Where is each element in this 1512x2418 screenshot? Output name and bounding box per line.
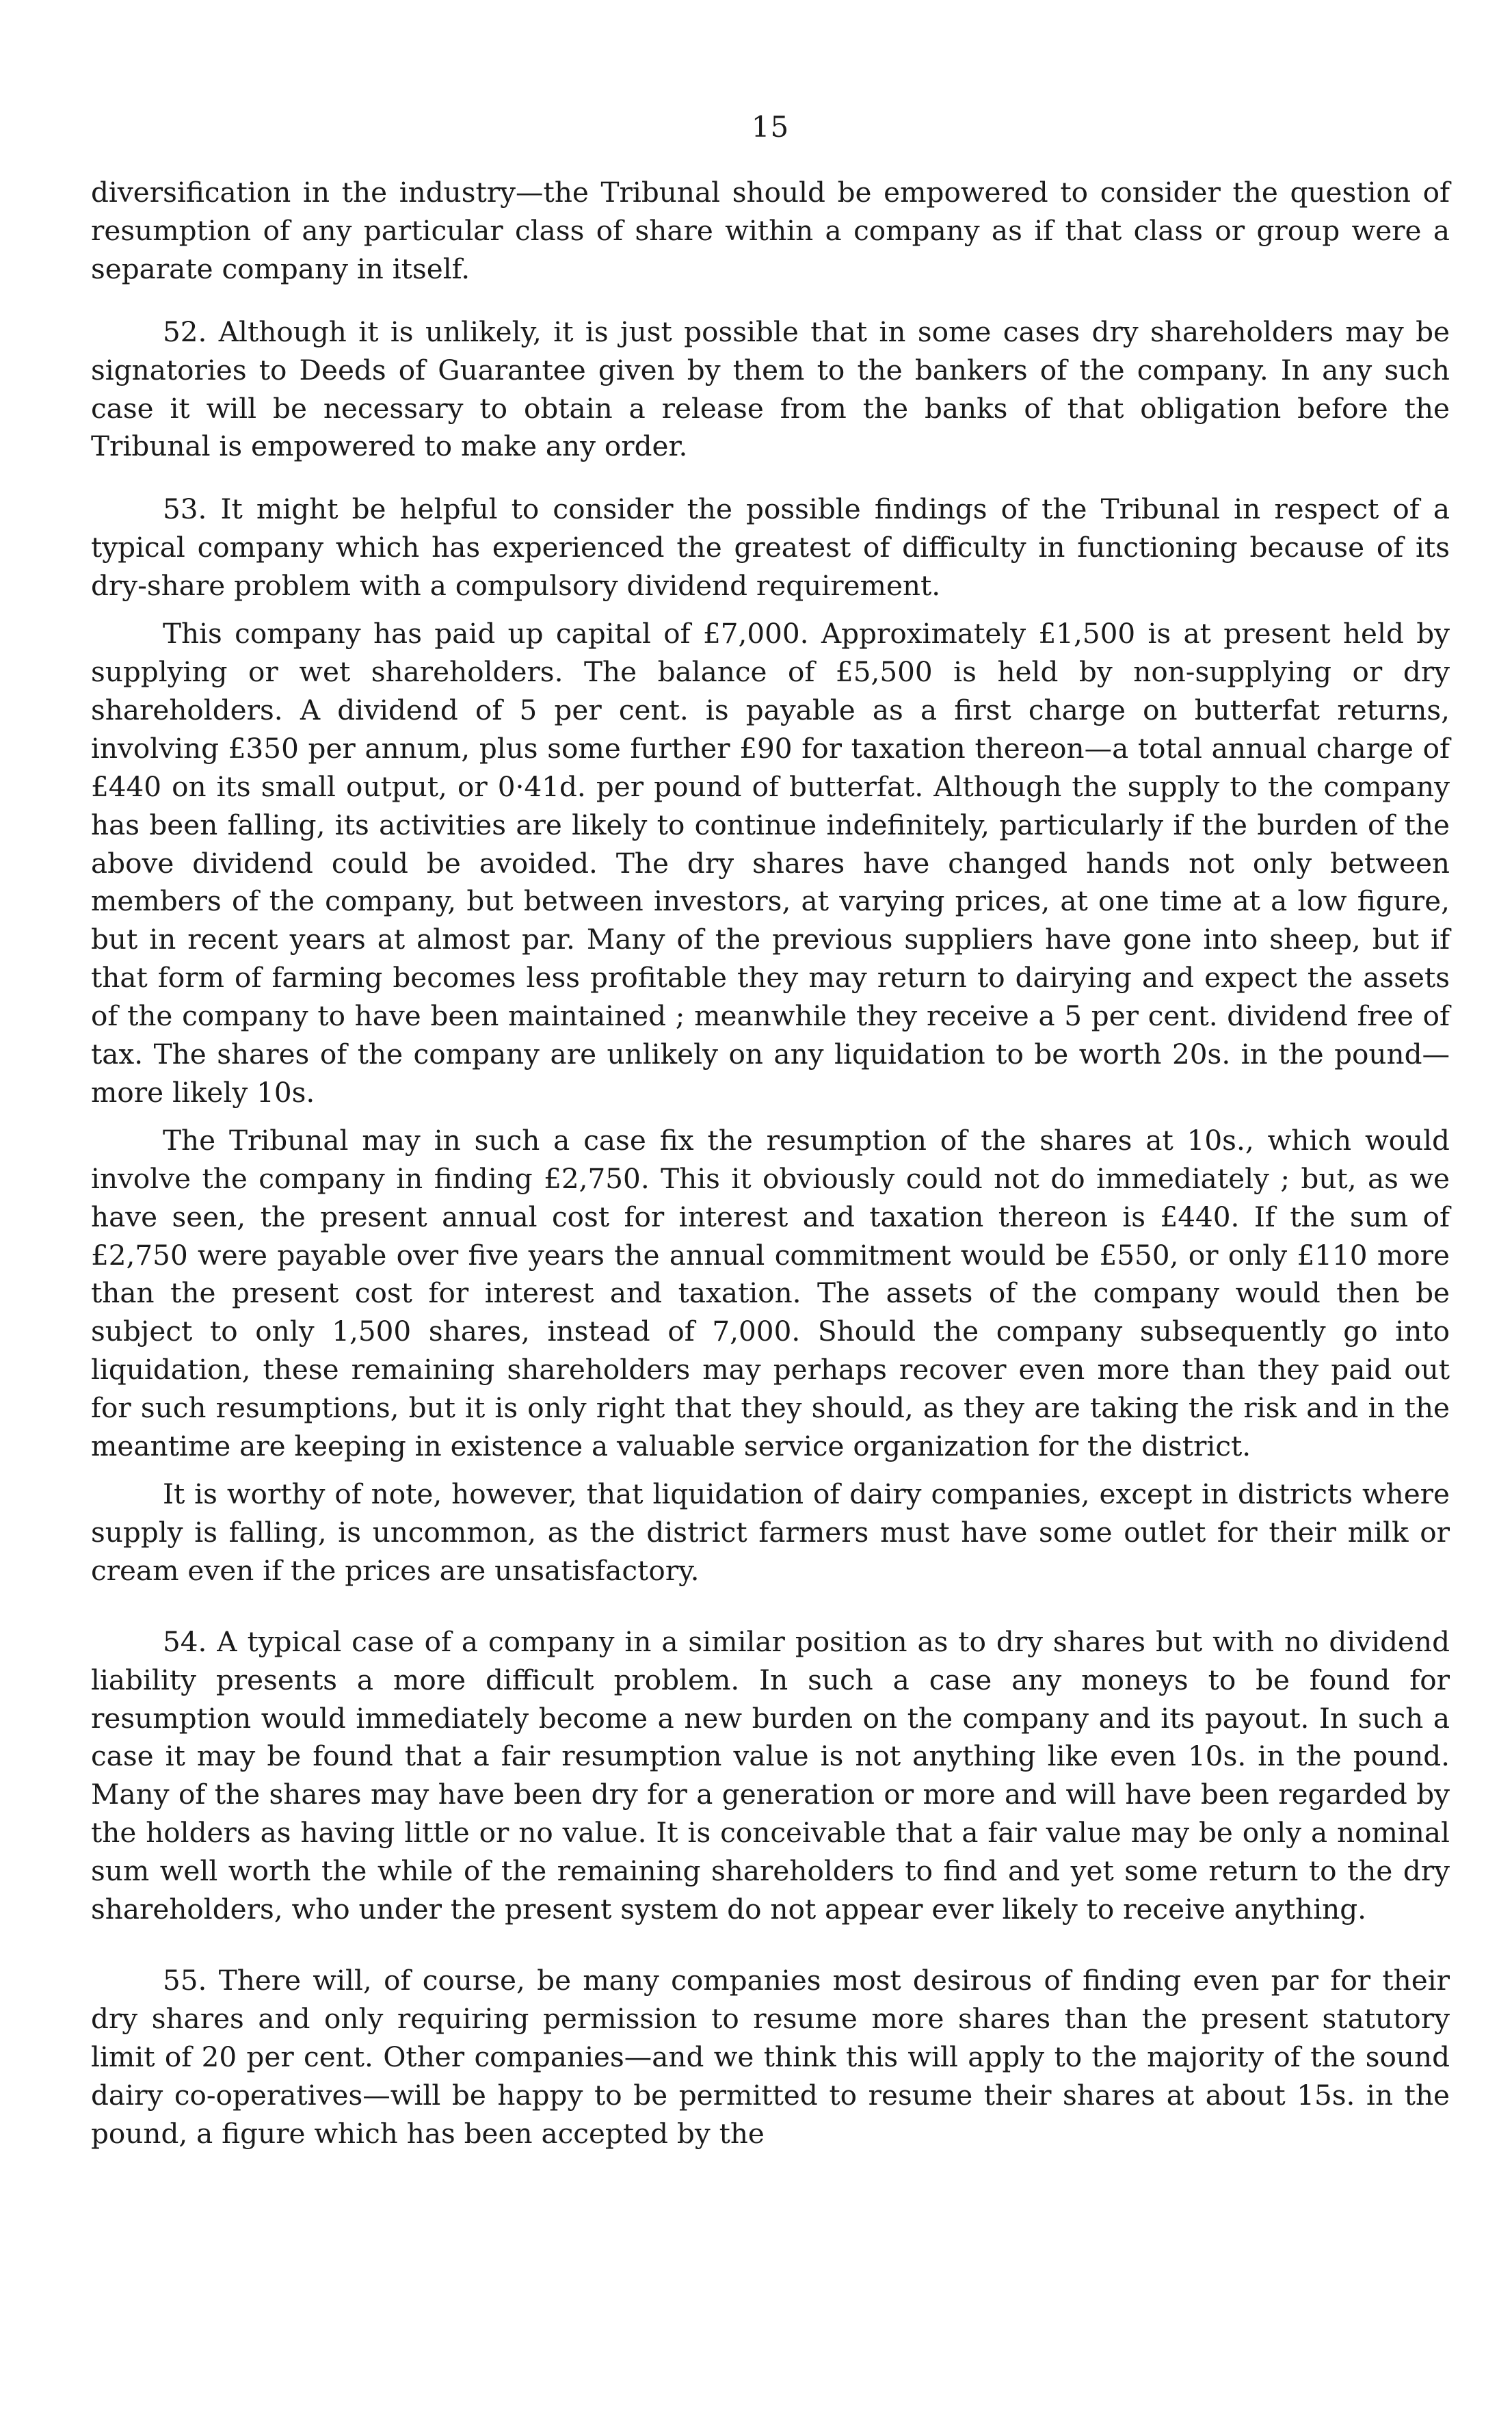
page-number: 15	[751, 110, 790, 144]
paragraph-53-example: This company has paid up capital of £7,000. Approximately £1,500 is at present held by supplying or wet shareholders. The balance of £5,500 is held by non-supplying or dry shareholders. A dividend of 5 per cent. is payable as a first charge on butterfat returns, involving £350 per annum, plus some further £90 for taxation thereon—a total annual charge of £440 on its small output, or 0·41d. per pound of butterfat. Although the supply to the company has been falling, its activities are likely to continue indefinitely, particularly if the burden of the above dividend could be avoided. The dry shares have changed hands not only between members of the company, but between investors, at varying prices, at one time at a low figure, but in recent years at almost par. Many of the previous suppliers have gone into sheep, but if that form of farming becomes less profitable they may return to dairying and expect the assets of the company to have been maintained ; meanwhile they receive a 5 per cent. dividend free of tax. The shares of the company are unlikely on any liquidation to be worth 20s. in the pound—more likely 10s.	[91, 617, 1450, 1109]
paragraph-53: 53. It might be helpful to consider the possible findings of the Tribunal in respect of a typical company which has experienced the greatest of difficulty in functioning because of its dry-share problem with a compulsory dividend requirement.	[91, 492, 1450, 603]
document-page	[91, 109, 1450, 2153]
paragraph-52: 52. Although it is unlikely, it is just possible that in some cases dry shareholders may be signatories to Deeds of Guarantee given by them to the bankers of the company. In any such case it will be necessary to obtain a release from the banks of that obligation before the Tribunal is empowered to make any order.	[91, 315, 1450, 463]
paragraph-54: 54. A typical case of a company in a similar position as to dry shares but with no dividend liability presents a more difficult problem. In such a case any moneys to be found for resumption would immediately become a new burden on the company and its payout. In such a case it may be found that a fair resumption value is not anything like even 10s. in the pound. Many of the shares may have been dry for a generation or more and will have been regarded by the holders as having little or no value. It is conceivable that a fair value may be only a nominal sum well worth the while of the remaining shareholders to find and yet some return to the dry shareholders, who under the present system do not appear ever likely to receive anything.	[91, 1625, 1450, 1926]
paragraph-55: 55. There will, of course, be many companies most desirous of finding even par for their dry shares and only requiring permission to resume more shares than the present statutory limit of 20 per cent. Other companies—and we think this will apply to the majority of the sound dairy co-operatives—will be happy to be permitted to resume their shares at about 15s. in the pound, a figure which has been accepted by the	[91, 1963, 1450, 2150]
paragraph-53-tribunal: The Tribunal may in such a case fix the resumption of the shares at 10s., which would involve the company in finding £2,750. This it obviously could not do immediately ; but, as we have seen, the present annual cost for interest and taxation thereon is £440. If the sum of £2,750 were payable over five years the annual commitment would be £550, or only £110 more than the present cost for interest and taxation. The assets of the company would then be subject to only 1,500 shares, instead of 7,000. Should the company subsequently go into liquidation, these remaining shareholders may perhaps recover even more than they paid out for such resumptions, but it is only right that they should, as they are taking the risk and in the meantime are keeping in existence a valuable service organization for the district.	[91, 1123, 1450, 1463]
paragraph-continuation: diversification in the industry—the Tribunal should be empowered to consider the question of resumption of any particular class of share within a company as if that class or group were a separate company in itself.	[91, 176, 1450, 285]
paragraph-53-note: It is worthy of note, however, that liquidation of dairy companies, except in districts where supply is falling, is uncommon, as the district farmers must have some outlet for their milk or cream even if the prices are unsatisfactory.	[91, 1477, 1450, 1587]
